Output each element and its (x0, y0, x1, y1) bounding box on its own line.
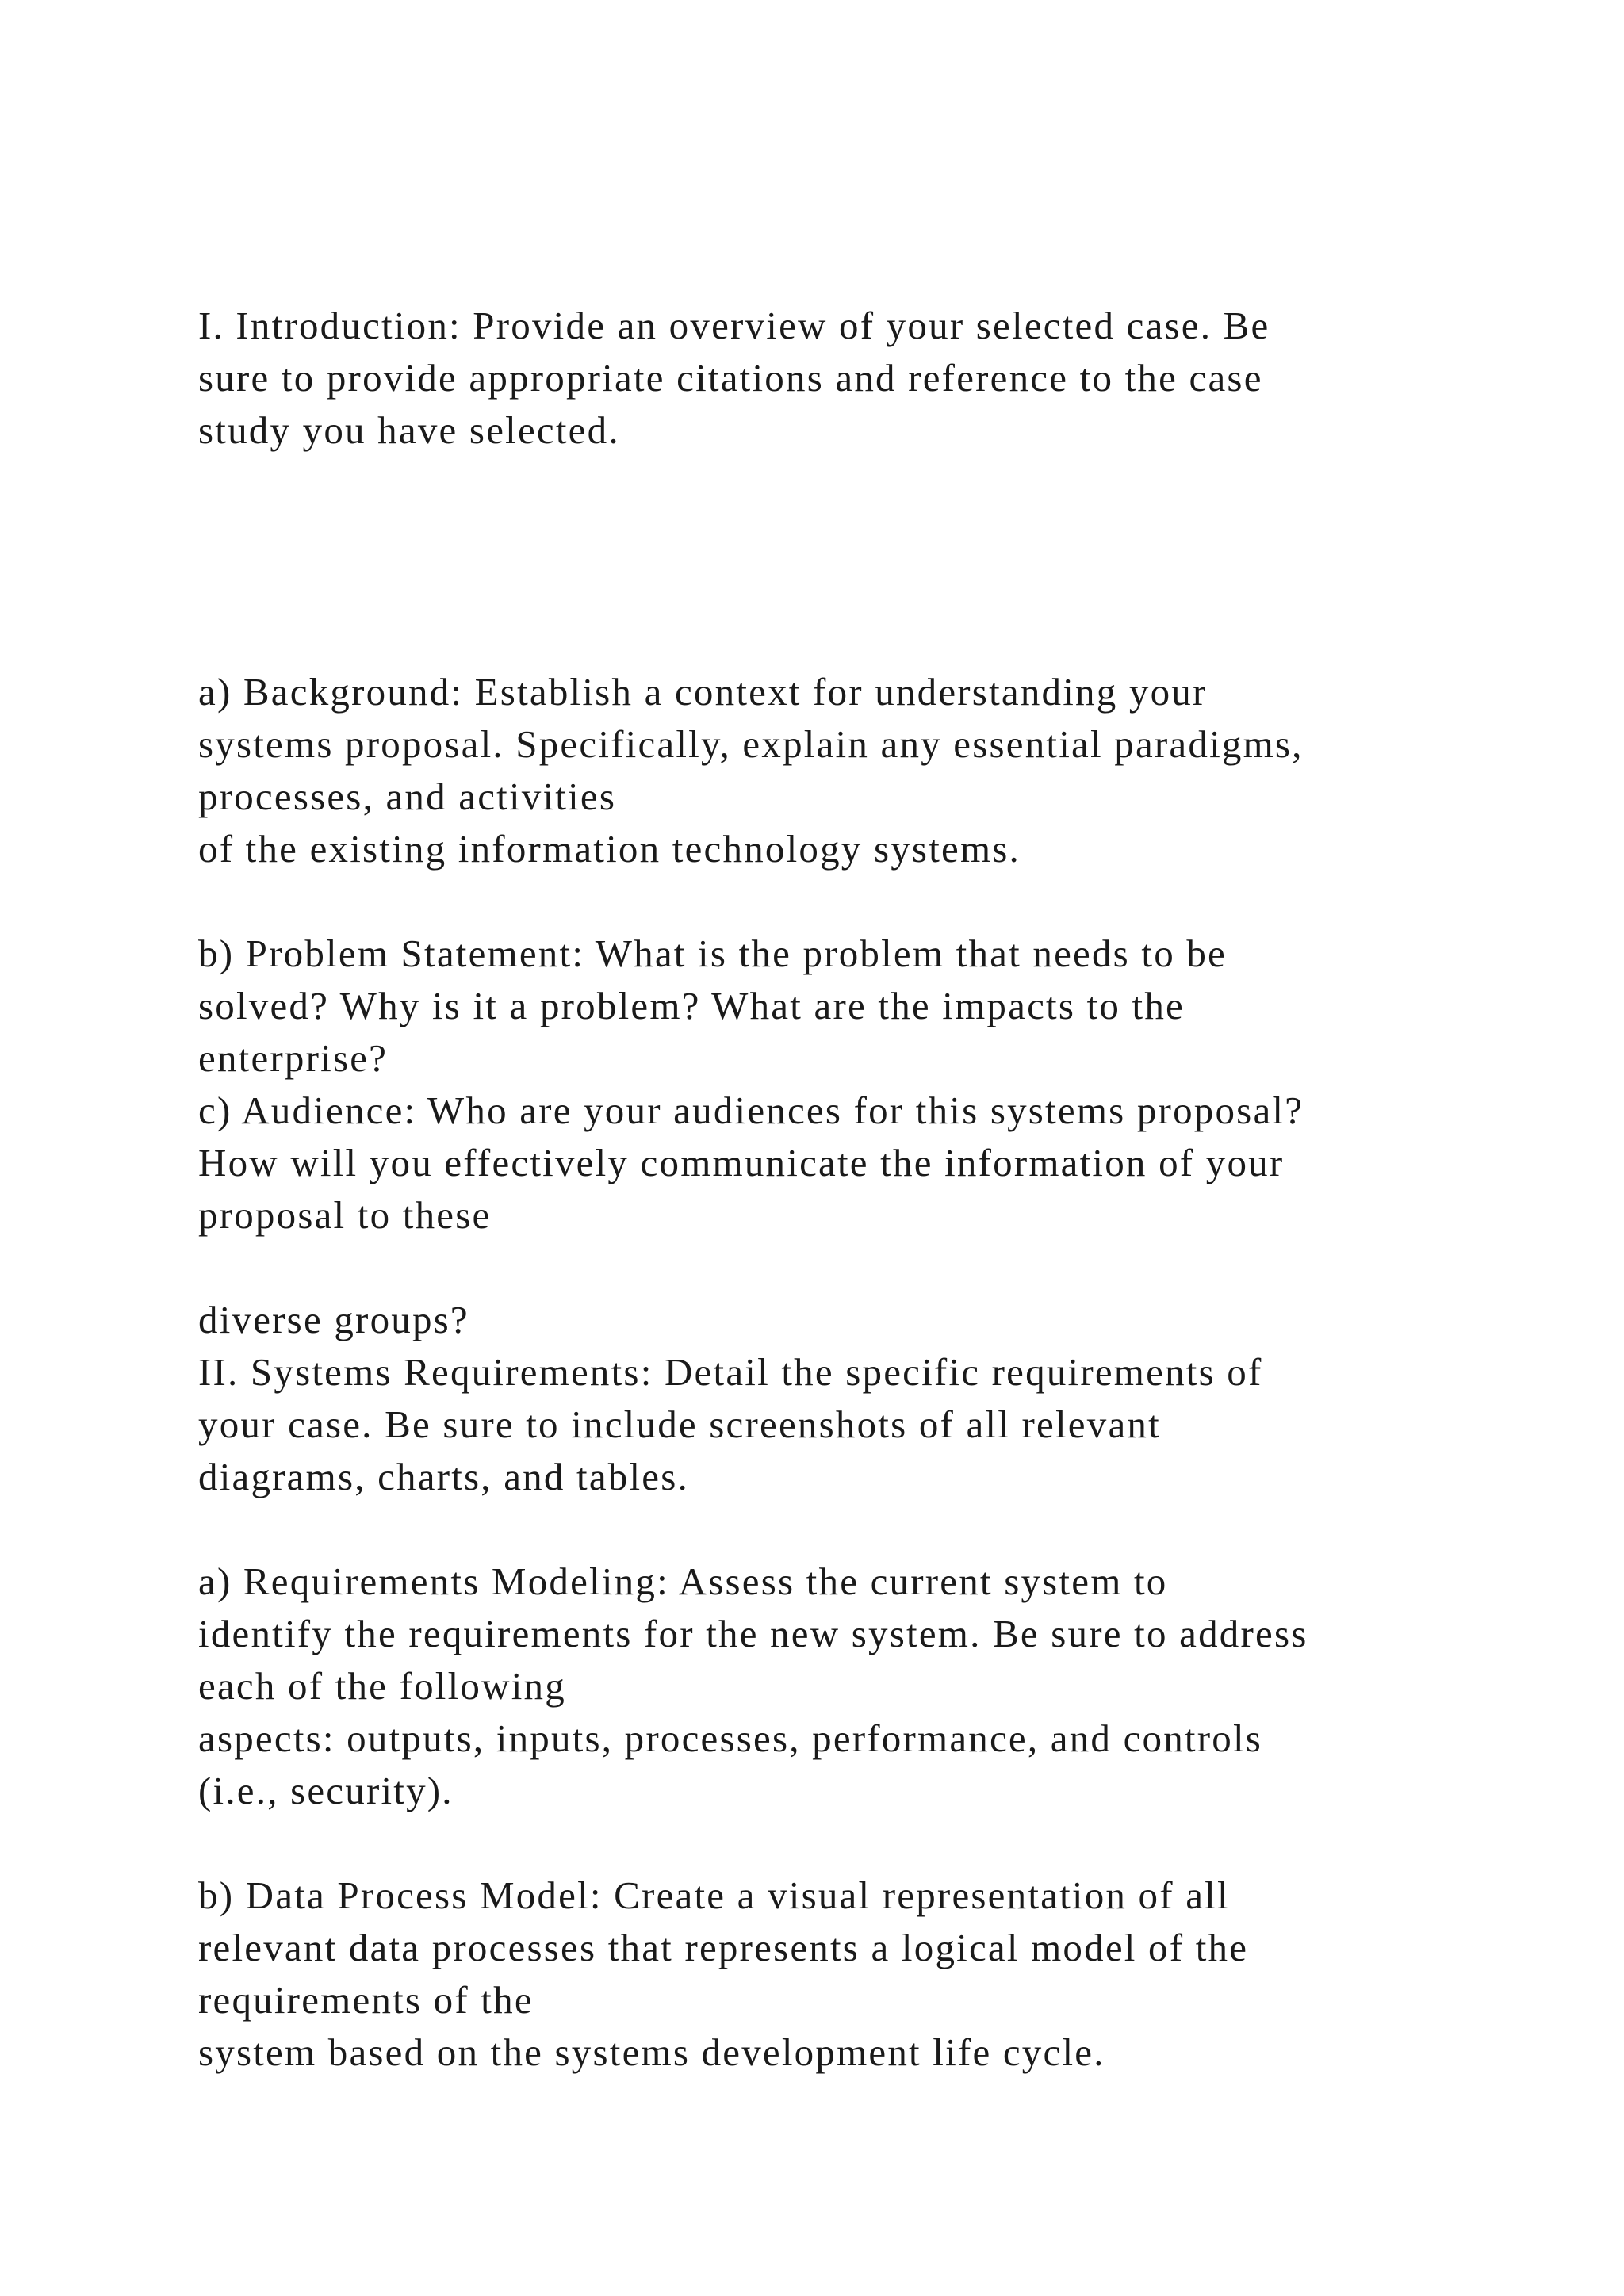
background-paragraph (198, 666, 1546, 875)
problem-line-1: b) Problem Statement: What is the problem that needs to be (198, 932, 1227, 975)
audience-line-1: c) Audience: Who are your audiences for this systems proposal? (198, 1089, 1304, 1132)
requirements-modeling-paragraph (198, 1556, 1546, 1817)
background-line-1: a) Background: Establish a context for understanding your (198, 670, 1208, 714)
introduction-line-2: sure to provide appropriate citations and reference to the case (198, 356, 1263, 400)
systems-requirements-line-3: your case. Be sure to include screenshots of all relevant (198, 1402, 1161, 1446)
data-process-model-line-1: b) Data Process Model: Create a visual representation of all (198, 1873, 1230, 1917)
background-line-4: of the existing information technology systems. (198, 827, 1021, 871)
requirements-modeling-line-1: a) Requirements Modeling: Assess the current system to (198, 1559, 1168, 1603)
problem-line-3: enterprise? (198, 1036, 389, 1080)
audience-line-3: proposal to these (198, 1193, 492, 1237)
problem-audience-paragraph (198, 928, 1546, 1242)
requirements-modeling-line-3: each of the following (198, 1664, 566, 1708)
background-line-3: processes, and activities (198, 775, 617, 818)
data-process-model-paragraph (198, 1869, 1546, 2079)
requirements-modeling-line-4: aspects: outputs, inputs, processes, performance, and controls (198, 1716, 1263, 1760)
systems-requirements-line-2: II. Systems Requirements: Detail the specific requirements of (198, 1350, 1263, 1394)
problem-line-2: solved? Why is it a problem? What are the impacts to the (198, 984, 1185, 1027)
background-line-2: systems proposal. Specifically, explain any essential paradigms, (198, 722, 1304, 766)
data-process-model-line-3: requirements of the (198, 1978, 534, 2022)
audience-line-2: How will you effectively communicate the information of your (198, 1141, 1285, 1184)
systems-requirements-line-1: diverse groups? (198, 1298, 469, 1341)
introduction-paragraph (198, 300, 1546, 457)
data-process-model-line-2: relevant data processes that represents a logical model of the (198, 1926, 1249, 1969)
requirements-modeling-line-2: identify the requirements for the new system. Be sure to address (198, 1612, 1308, 1655)
systems-requirements-paragraph (198, 1294, 1546, 1503)
data-process-model-line-4: system based on the systems development life cycle. (198, 2030, 1105, 2074)
requirements-modeling-line-5: (i.e., security). (198, 1769, 454, 1812)
introduction-line-1: I. Introduction: Provide an overview of your selected case. Be (198, 304, 1270, 347)
systems-requirements-line-4: diagrams, charts, and tables. (198, 1455, 689, 1498)
introduction-line-3: study you have selected. (198, 408, 620, 452)
